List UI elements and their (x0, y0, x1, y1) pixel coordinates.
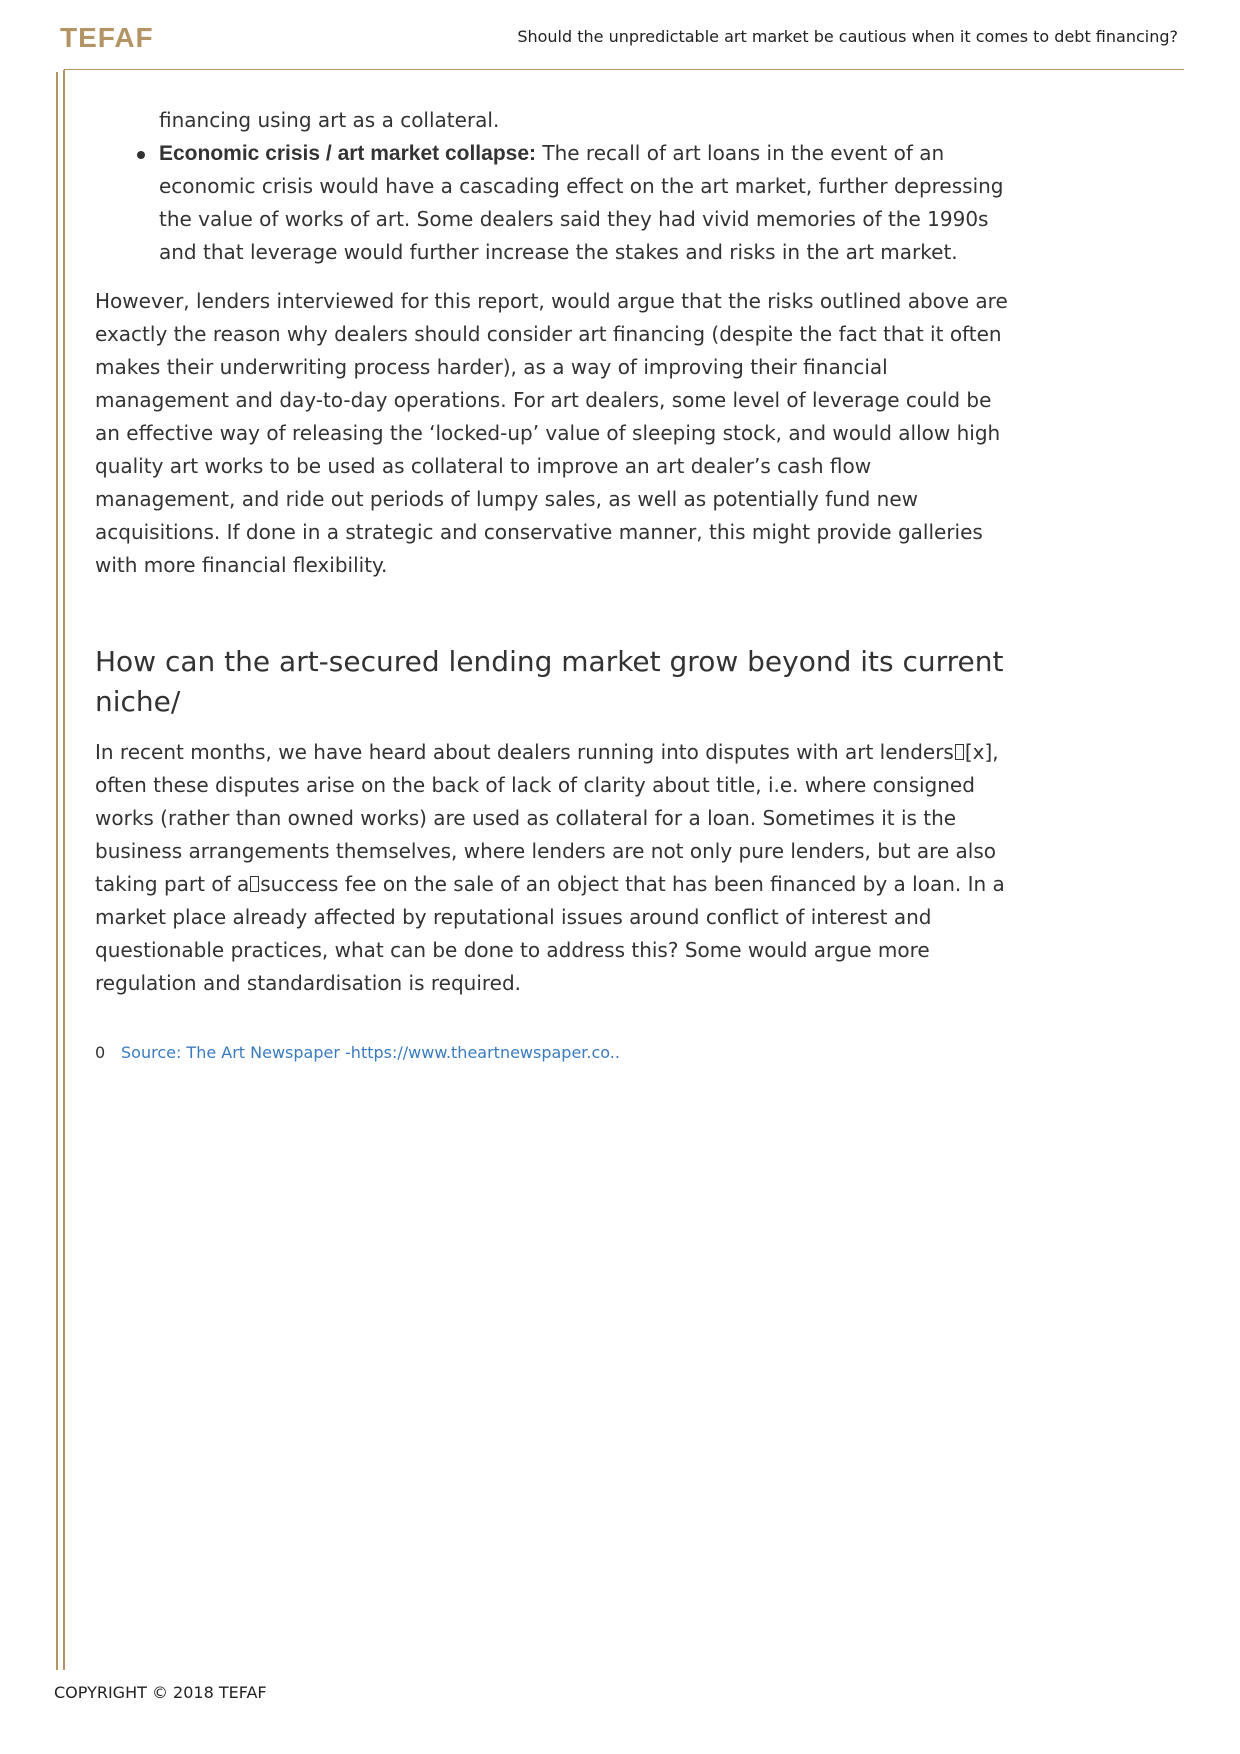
bullet-text: The recall of art loans in the event of an economic crisis would have a cascading effect on the art market, further depressing the value of works of art. Some dealers said they had vivid memories of the 1990s and that leverage would further increase the stakes and risks in the art market. (159, 141, 1004, 264)
copyright-footer: COPYRIGHT © 2018 TEFAF (54, 1683, 267, 1702)
footnote-number: 0 (95, 1043, 106, 1062)
paragraph-disputes-part-2: [x], often these disputes arise on the back of lack of clarity about title, i.e. where consigned works (rather than owned works) are used as collateral for a loan. Sometimes it is the business arrangements themselves, where lenders are not only pure lenders, but are also taking part of a (95, 740, 999, 896)
bullet-dot-icon (137, 151, 145, 159)
footnote-source-link[interactable] (121, 1043, 620, 1062)
footnote-url: https://www.theartnewspaper.co.. (350, 1043, 620, 1062)
bullet-continuation: financing using art as a collateral. (159, 108, 500, 132)
running-header-title: Should the unpredictable art market be cautious when it comes to debt financing? (517, 27, 1178, 46)
paragraph-lenders-view: However, lenders interviewed for this report, would argue that the risks outlined above are exactly the reason why dealers should consider art financing (despite the fact that it often makes their underwriting process harder), as a way of improving their financial management and day-to-day operations. For art dealers, some level of leverage could be an effective way of releasing the ‘locked-up’ value of sleeping stock, and would allow high quality art works to be used as collateral to improve an art dealer’s cash flow management, and ride out periods of lumpy sales, as well as potentially fund new acquisitions. If done in a strategic and conservative manner, this might provide galleries with more financial flexibility. (95, 289, 1008, 577)
bullet-heading: Economic crisis / art market collapse: (159, 142, 536, 165)
header-divider (64, 69, 1184, 70)
section-heading: How can the art-secured lending market grow beyond its current niche/ (95, 645, 1004, 718)
footnote (95, 1042, 1015, 1064)
paragraph-disputes (95, 736, 1015, 1000)
tefaf-logo: TEFAF (60, 22, 154, 53)
missing-glyph-icon (955, 744, 964, 760)
missing-glyph-icon (250, 876, 259, 892)
paragraph-disputes-part-1: In recent months, we have heard about dealers running into disputes with art lenders (95, 740, 954, 764)
margin-rule-outer (56, 72, 58, 1670)
bullet-list (159, 104, 1015, 269)
bullet-item-economic-crisis (159, 137, 1015, 269)
paragraph-disputes-part-3: success fee on the sale of an object that has been financed by a loan. In a market place already affected by reputational issues around conflict of interest and questionable practices, what can be done to address this? Some would argue more regulation and standardisation is required. (95, 872, 1005, 995)
page-body (95, 104, 1015, 1064)
margin-rule-inner (63, 70, 65, 1670)
footnote-source-text: Source: The Art Newspaper - (121, 1043, 351, 1062)
